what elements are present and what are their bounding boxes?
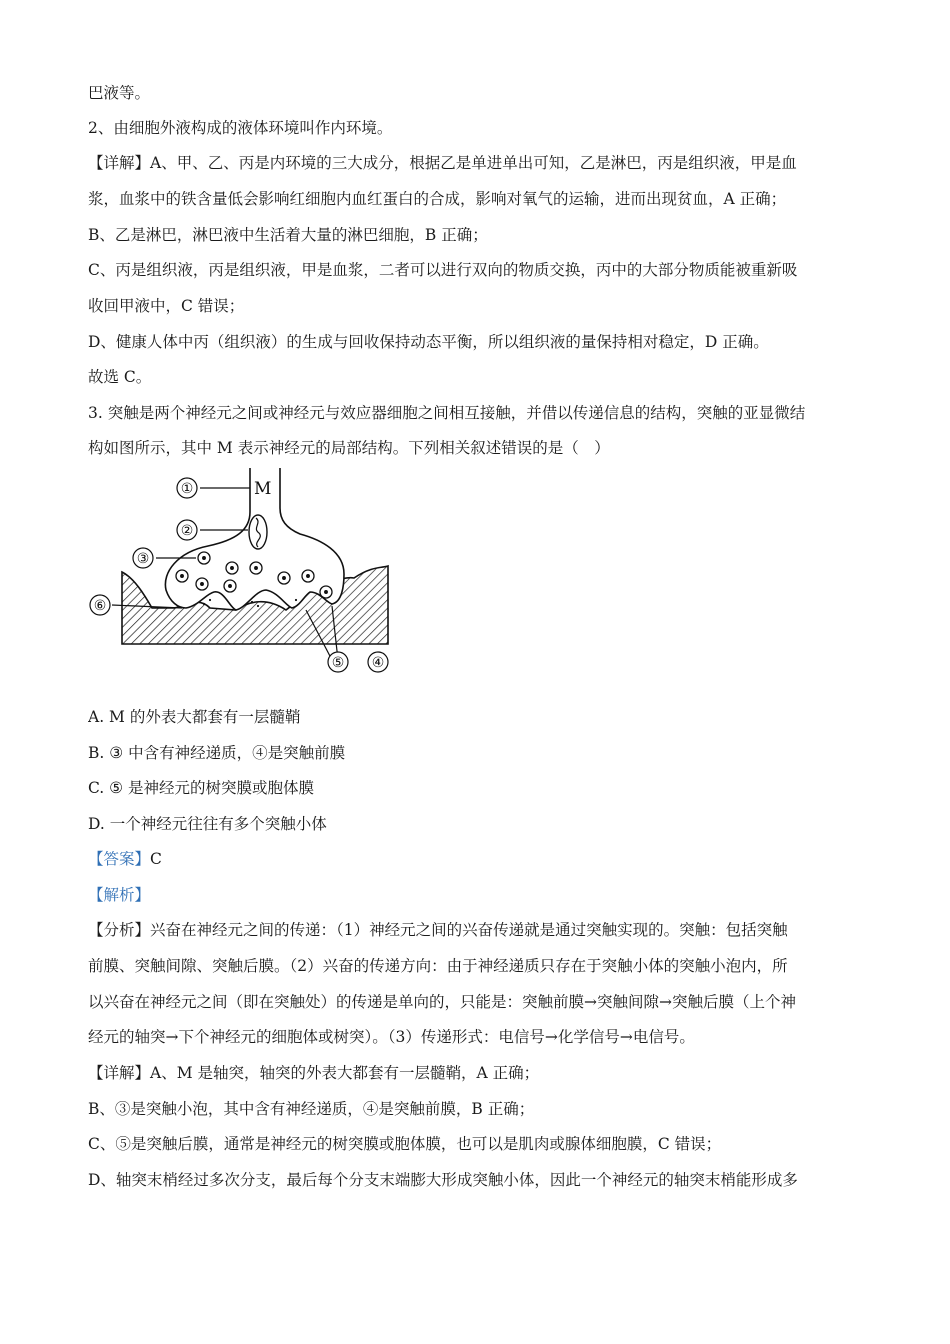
- answer-value: C: [150, 850, 162, 868]
- label-5: ⑤: [331, 655, 345, 671]
- text-line: B、乙是淋巴，淋巴液中生活着大量的淋巴细胞，B 正确；: [88, 226, 488, 244]
- text-line: 浆，血浆中的铁含量低会影响红细胞内血红蛋白的合成，影响对氧气的运输，进而出现贫血，A 正确；: [88, 190, 787, 208]
- question-line: 构如图所示，其中 M 表示神经元的局部结构。下列相关叙述错误的是（ ）: [88, 439, 610, 457]
- detail-line: 【详解】A、甲、乙、丙是内环境的三大成分，根据乙是单进单出可知，乙是淋巴，丙是组织液，甲是血: [88, 154, 797, 172]
- analysis-line: 以兴奋在神经元之间（即在突触处）的传递是单向的，只能是：突触前膜→突触间隙→突触后膜（上个神: [88, 993, 796, 1011]
- analysis-line: 前膜、突触间隙、突触后膜。（2）兴奋的传递方向：由于神经递质只存在于突触小体的突触小泡内，所: [88, 957, 788, 975]
- detail-line: B、③是突触小泡，其中含有神经递质，④是突触前膜，B 正确；: [88, 1100, 535, 1118]
- label-3: ③: [136, 551, 150, 567]
- text-line: C、丙是组织液，丙是组织液，甲是血浆，二者可以进行双向的物质交换，丙中的大部分物质能被重新吸: [88, 261, 798, 279]
- detail-line: 【详解】A、M 是轴突，轴突的外表大都套有一层髓鞘，A 正确；: [88, 1064, 540, 1082]
- label-4: ④: [371, 655, 385, 671]
- label-1: ①: [180, 481, 194, 497]
- option-a: A. M 的外表大都套有一层髓鞘: [88, 708, 301, 726]
- label-2: ②: [180, 523, 194, 539]
- option-d: D. 一个神经元往往有多个突触小体: [88, 815, 327, 833]
- label-6: ⑥: [93, 598, 107, 614]
- text-line: 故选 C。: [88, 368, 152, 386]
- detail-line: C、⑤是突触后膜，通常是神经元的树突膜或胞体膜，也可以是肌肉或腺体细胞膜，C 错误；: [88, 1135, 722, 1153]
- answer-line: [88, 849, 868, 869]
- synapse-figure: [86, 468, 396, 678]
- text-line: 巴液等。: [88, 84, 151, 102]
- analysis-line: 经元的轴突→下个神经元的细胞体或树突）。（3）传递形式：电信号→化学信号→电信号。: [88, 1028, 695, 1046]
- analysis-tag: 【分析】: [88, 921, 151, 939]
- label-M: M: [254, 479, 272, 499]
- text-line: 2、由细胞外液构成的液体环境叫作内环境。: [88, 119, 393, 137]
- option-b: B. ③ 中含有神经递质，④是突触前膜: [88, 744, 346, 762]
- detail-tag: 【详解】: [88, 1064, 151, 1082]
- answer-tag: 【答案】: [88, 850, 151, 868]
- detail-line: D、轴突末梢经过多次分支，最后每个分支末端膨大形成突触小体，因此一个神经元的轴突末梢能形成多: [88, 1171, 798, 1189]
- text-line: D、健康人体中丙（组织液）的生成与回收保持动态平衡，所以组织液的量保持相对稳定，D 正确。: [88, 333, 769, 351]
- text-line: 收回甲液中，C 错误；: [88, 297, 245, 315]
- analysis-line: 【分析】兴奋在神经元之间的传递：（1）神经元之间的兴奋传递就是通过突触实现的。突触：包括突触: [88, 921, 788, 939]
- option-c: C. ⑤ 是神经元的树突膜或胞体膜: [88, 779, 314, 797]
- question-line: 3. 突触是两个神经元之间或神经元与效应器细胞之间相互接触，并借以传递信息的结构，突触的亚显微结: [88, 404, 806, 422]
- analysis-heading: 【解析】: [88, 886, 151, 904]
- detail-tag: 【详解】: [88, 154, 151, 172]
- synapse-diagram: [86, 468, 396, 678]
